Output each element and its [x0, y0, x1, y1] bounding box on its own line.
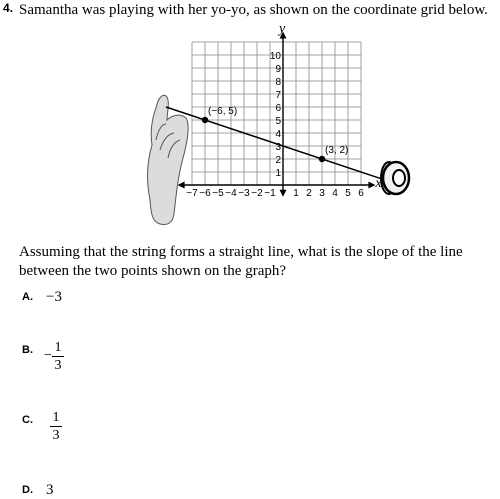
x-axis-right-arrow [368, 182, 375, 189]
option-c-denominator: 3 [52, 428, 60, 443]
y-tick-label: 10 [269, 51, 281, 62]
x-tick-label: 1 [293, 188, 299, 199]
option-b-letter: B. [22, 344, 33, 356]
option-c-letter: C. [22, 414, 33, 426]
y-tick-label: 8 [275, 77, 281, 88]
y-tick-label: 9 [275, 64, 281, 75]
coordinate-grid-figure [0, 0, 500, 240]
option-c-numerator: 1 [50, 409, 62, 427]
option-a-letter: A. [22, 291, 33, 303]
x-tick-label: 2 [306, 188, 312, 199]
x-tick-label: 4 [332, 188, 338, 199]
option-d-value: 3 [46, 482, 54, 498]
option-b-sign: − [44, 348, 52, 363]
question-number: 4. [3, 1, 14, 15]
y-tick-label: 4 [275, 129, 281, 140]
y-axis-label: y [279, 21, 286, 37]
question-prompt: Samantha was playing with her yo-yo, as shown on the coordinate grid below. [19, 2, 488, 18]
x-tick-label: 3 [319, 188, 325, 199]
y-axis-down-arrow [280, 190, 287, 197]
x-tick-label: −4 [225, 188, 237, 199]
x-tick-label: 5 [345, 188, 351, 199]
option-b-fraction [52, 339, 64, 374]
x-tick-label: −6 [199, 188, 211, 199]
x-tick-label: 6 [358, 188, 364, 199]
y-tick-label: 1 [275, 168, 281, 179]
question-text: Assuming that the string forms a straight line, what is the slope of the line between the two points shown on the graph? [19, 244, 463, 279]
x-tick-label: −5 [212, 188, 224, 199]
plotted-point [319, 156, 325, 162]
x-axis-label: x [375, 176, 382, 191]
x-tick-label: −7 [186, 188, 198, 199]
option-b-numerator: 1 [52, 339, 64, 357]
point-label: (3, 2) [325, 145, 349, 156]
yo-yo-illustration [381, 162, 409, 194]
option-c-fraction [50, 409, 62, 444]
plotted-point [202, 117, 208, 123]
tick-labels [186, 51, 364, 199]
x-tick-label: −2 [251, 188, 263, 199]
option-b-denominator: 3 [54, 358, 62, 373]
y-tick-label: 2 [275, 155, 281, 166]
x-axis-left-arrow [178, 182, 185, 189]
y-tick-label: 7 [275, 90, 281, 101]
y-tick-label: 5 [275, 116, 281, 127]
x-tick-label: −1 [264, 188, 276, 199]
option-a-value: −3 [46, 289, 62, 305]
y-tick-label: 6 [275, 103, 281, 114]
y-tick-label: 3 [275, 142, 281, 153]
x-tick-label: −3 [238, 188, 250, 199]
option-d-letter: D. [22, 484, 33, 496]
hand-illustration [148, 95, 189, 224]
point-label: (−6, 5) [208, 106, 238, 117]
